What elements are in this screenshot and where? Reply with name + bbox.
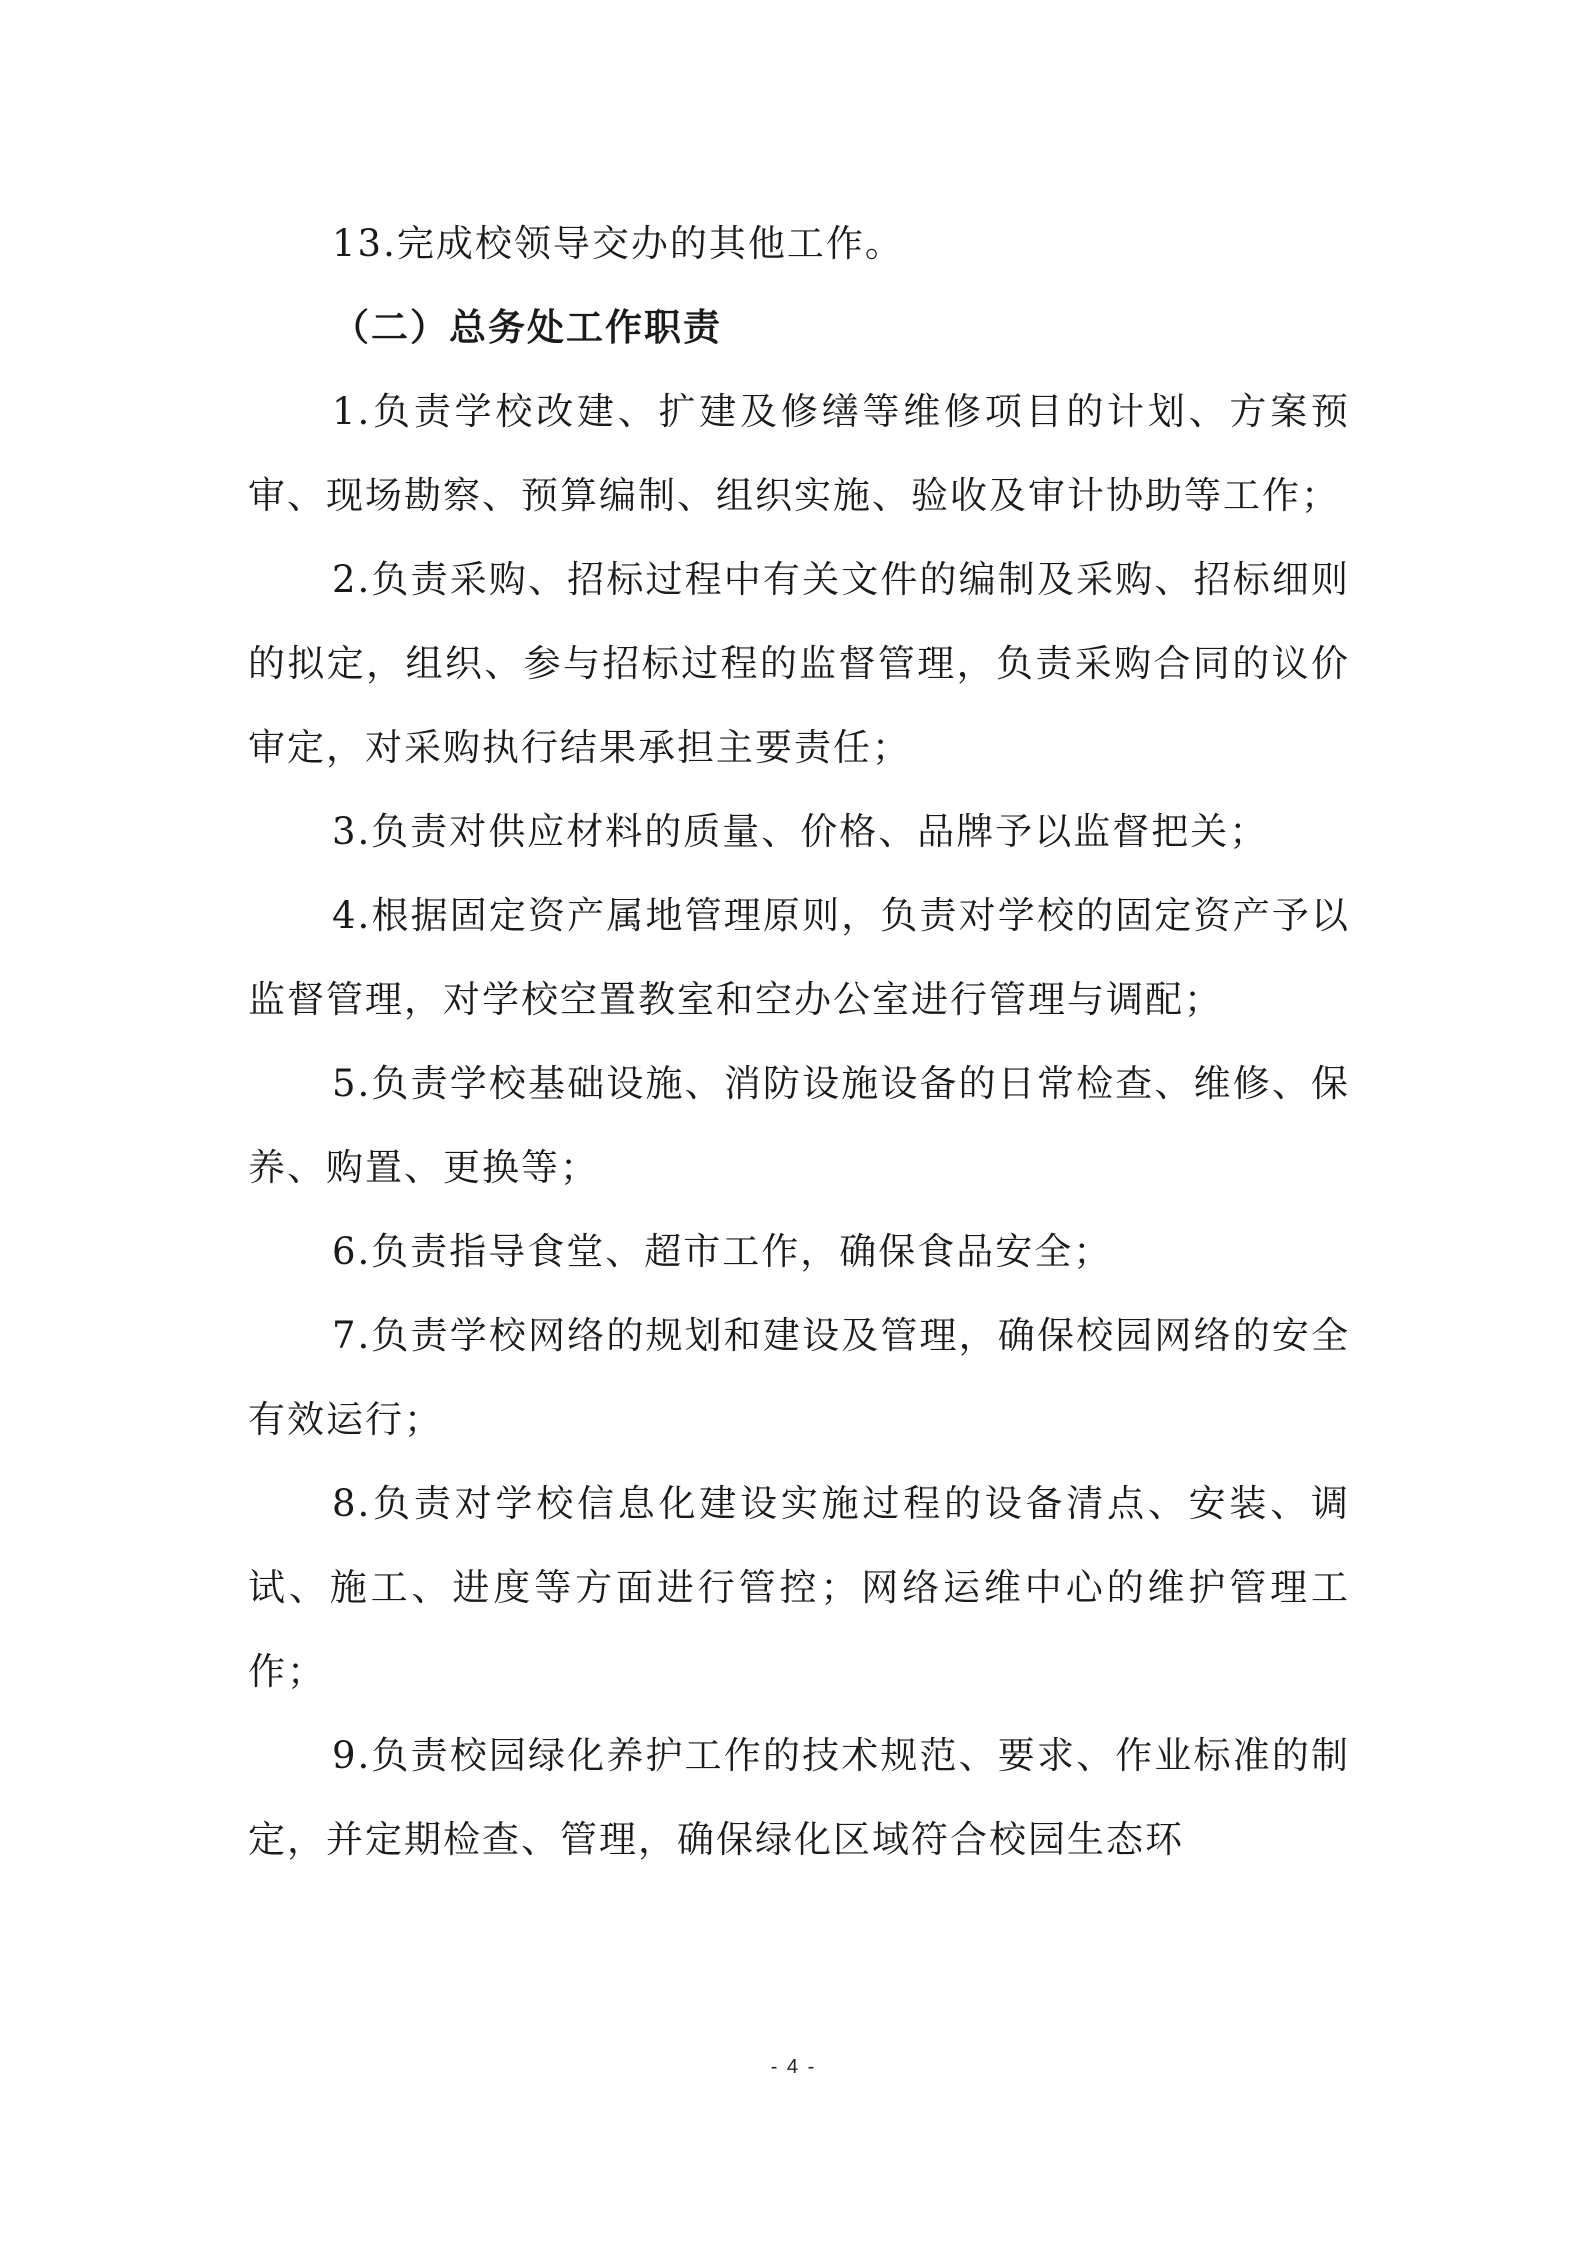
paragraph-item-9: 9.负责校园绿化养护工作的技术规范、要求、作业标准的制定，并定期检查、管理，确保绿化区域符合校园生态环	[248, 1734, 1350, 1861]
paragraph-item-6: 6.负责指导食堂、超市工作，确保食品安全；	[332, 1230, 1113, 1273]
paragraph-item-8: 8.负责对学校信息化建设实施过程的设备清点、安装、调试、施工、进度等方面进行管控；网络运维中心的维护管理工作；	[248, 1482, 1350, 1693]
paragraph-item-2: 2.负责采购、招标过程中有关文件的编制及采购、招标细则的拟定，组织、参与招标过程的监督管理，负责采购合同的议价审定，对采购执行结果承担主要责任；	[248, 558, 1350, 769]
paragraph-item-5: 5.负责学校基础设施、消防设施设备的日常检查、维修、保养、购置、更换等；	[248, 1062, 1350, 1189]
paragraph-item-4: 4.根据固定资产属地管理原则，负责对学校的固定资产予以监督管理，对学校空置教室和空办公室进行管理与调配；	[248, 894, 1350, 1021]
document-body	[248, 202, 1350, 1882]
section-heading: （二）总务处工作职责	[332, 306, 722, 349]
paragraph-item-13: 13.完成校领导交办的其他工作。	[332, 222, 904, 265]
paragraph-item-1: 1.负责学校改建、扩建及修缮等维修项目的计划、方案预审、现场勘察、预算编制、组织实施、验收及审计协助等工作；	[248, 390, 1350, 517]
page-number: - 4 -	[770, 2056, 817, 2078]
paragraph-item-3: 3.负责对供应材料的质量、价格、品牌予以监督把关；	[332, 810, 1269, 853]
paragraph-item-7: 7.负责学校网络的规划和建设及管理，确保校园网络的安全有效运行；	[248, 1314, 1350, 1441]
